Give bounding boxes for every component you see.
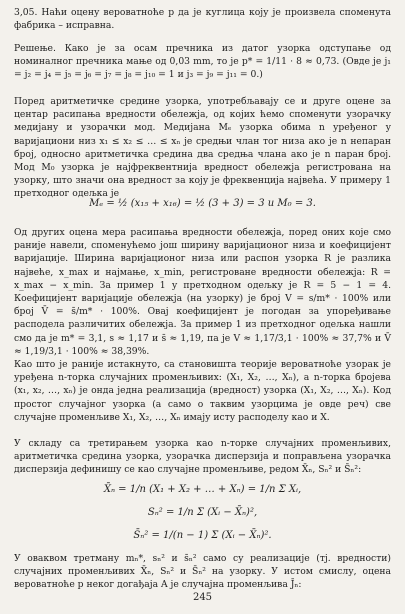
random-variables-paragraph: У складу са третирањем узорка као n-торке случајних променљивих, аритметичка средина узорка, узорачка дисперзија и поправљена узорачка дисперзија дефинишу се као случајне променљиве, редом X̄ₙ, Sₙ² и S̄ₙ²: bbox=[14, 438, 391, 476]
median-mode-equation: Mₑ = ½ (x₁₅ + x₁₆) = ½ (3 + 3) = 3 и M₀ = 3. bbox=[89, 198, 316, 209]
closing-paragraph: У оваквом третману mₙ*, sₙ² и s̄ₙ² само су реализације (тј. вредности) случајних променљивих X̄ₙ, Sₙ² и S̄ₙ² на узорку. У истом смислу, оцена вероватноће p неког догађаја A је случајна променљива J̄ₙ: bbox=[14, 553, 391, 591]
page-number: 245 bbox=[192, 592, 213, 603]
sample-theory-paragraph: Као што је раније истакнуто, са становишта теорије вероватноће узорак је уређена n-торка случајних променљивих: (X₁, X₂, …, Xₙ), а n-торка бројева (x₁, x₂, …, xₙ) је онда једна реализација (вредност) узорка (X₁, X₂, …, Xₙ). Код простог случајног узорка (а само о таквим узорцима је овде реч) све случајне променљиве X₁, X₂, …, Xₙ имају исту расподелу као и X. bbox=[14, 359, 391, 423]
corrected-variance-equation: S̄ₙ² = 1/(n − 1) Σ (Xᵢ − X̄ₙ)². bbox=[133, 530, 272, 541]
median-mode-paragraph: Поред аритметичке средине узорка, употребљавају се и друге оцене за центар расипања вредности обележја, од којих ћемо споменути узорачку медијану и узорачки мод. Медијана Mₑ узорка обима n уређеног у варијациони низ x₁ ≤ x₂ ≤ … ≤ xₙ је средњи члан тог низа ако је n непаран број, односно аритметичка средина два средња члана ако је n паран број. Мод M₀ узорка је најфреквентнија вредност обележја регистрована на узорку, што значи она вредност за коју је фреквенција највећа. У примеру 1 претходног одељка је bbox=[14, 96, 391, 200]
problem-statement: 3,05. Наћи оцену вероватноће p да је куглица коју је произвела споменута фабрика – исправна. bbox=[14, 7, 391, 32]
variance-equation: Sₙ² = 1/n Σ (Xᵢ − X̄ₙ)², bbox=[147, 507, 258, 518]
dispersion-paragraph: Од других оцена мера расипања вредности обележја, поред оних које смо раније навели, споменућемо још ширину варијационог низа и коефицијент варијације. Ширина варијационог низа или распон узорка R је разлика највеће, x_max и најмање, x_min, регистроване вредности обележја: R = x_max − x_min. За пример 1 у претходном одељку је R = 5 − 1 = 4. Коефицијент варијације обележја (на узорку) је број V = s/m* · 100% или број V̄ = s̄/m* · 100%. Овај коефицијент је погодан за упоређивање расподела различитих обележја. За пример 1 из претходног одељка нашли смо да је m* = 3,1, s ≈ 1,17 и s̄ ≈ 1,19, па је V ≈ 1,17/3,1 · 100% ≈ 37,7% и V̄ ≈ 1,19/3,1 · 100% ≈ 38,39%. bbox=[14, 227, 391, 357]
mean-equation: X̄ₙ = 1/n (X₁ + X₂ + … + Xₙ) = 1/n Σ Xᵢ, bbox=[103, 484, 302, 495]
solution-paragraph: Решење. Како је за осам пречника из датог узорка одступање од номиналног пречника мање од 0,03 mm, то је p* = 1/11 · 8 ≈ 0,73. (Овде је j₁ = j₂ = j₄ = j₅ = j₆ = j₇ = j₈ = j₁₀ = 1 и j₃ = j₉ = j₁₁ = 0.) bbox=[14, 43, 391, 81]
